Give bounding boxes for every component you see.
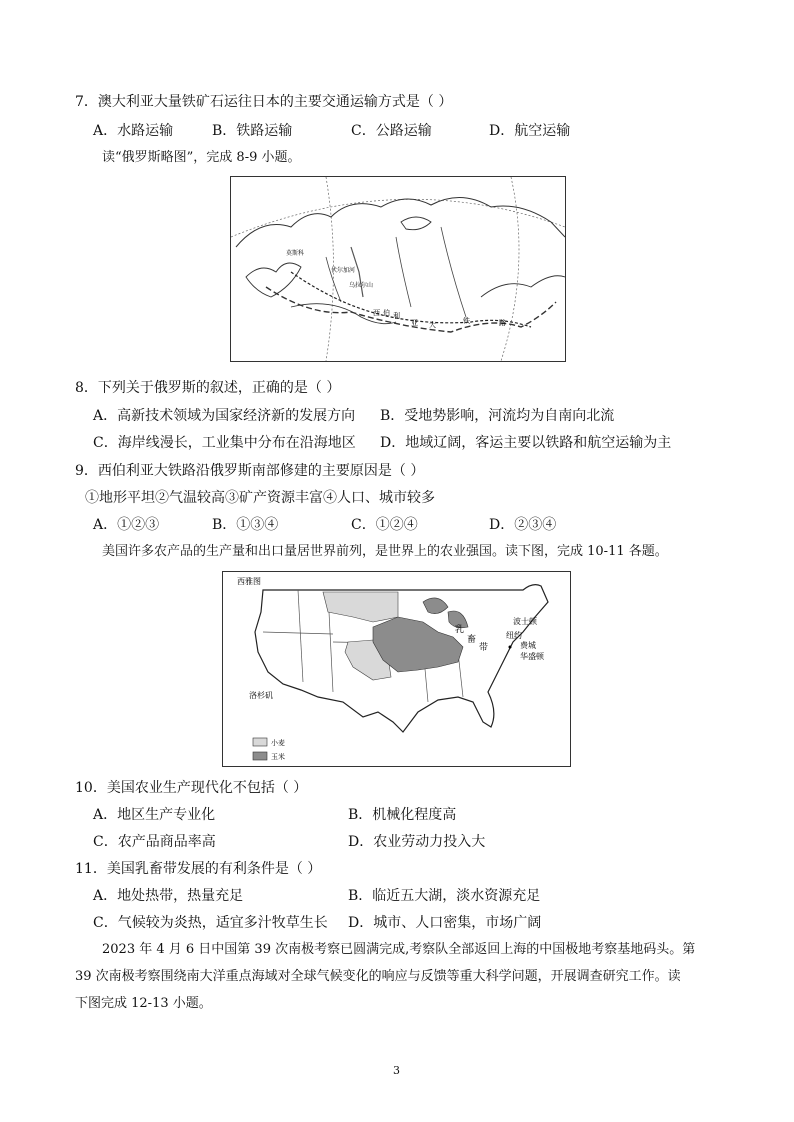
- city-new-york: 纽约: [506, 631, 522, 640]
- q7-option-d: D．航空运输: [489, 123, 571, 139]
- page-number: 3: [393, 1064, 400, 1077]
- question-11-stem: 11．美国乳畜带发展的有利条件是（ ）: [75, 861, 322, 877]
- intro-8-9: 读“俄罗斯略图”，完成 8-9 小题。: [102, 150, 301, 165]
- q8-option-b: B．受地势影响，河流均为自南向北流: [380, 408, 615, 424]
- city-seattle: 西雅图: [237, 577, 261, 586]
- q7-option-b: B．铁路运输: [212, 123, 293, 139]
- russia-map: [230, 176, 566, 362]
- map-label-rail-6: 铁: [463, 317, 470, 325]
- usa-map: [222, 571, 571, 767]
- q9-option-c: C．①②④: [351, 517, 418, 533]
- map-label-volga: 伏尔加河: [331, 267, 356, 274]
- legend-corn-swatch: [253, 752, 267, 760]
- q8-option-d: D．地域辽阔，客运主要以铁路和航空运输为主: [380, 435, 672, 451]
- q10-option-c: C．农产品商品率高: [93, 834, 216, 850]
- question-10-stem: 10．美国农业生产现代化不包括（ ）: [75, 780, 308, 796]
- question-9-stem: 9．西伯利亚大铁路沿俄罗斯南部修建的主要原因是（ ）: [75, 463, 425, 479]
- map-label-ural: 乌拉尔山: [349, 282, 374, 289]
- q7-option-a: A．水路运输: [93, 123, 174, 139]
- map-label-rail-5: 大: [429, 321, 436, 329]
- q10-option-b: B．机械化程度高: [348, 807, 457, 823]
- map-label-rail-2: 伯: [383, 309, 390, 317]
- q11-option-b: B．临近五大湖，淡水资源充足: [348, 888, 541, 904]
- city-boston: 波士顿: [513, 617, 537, 626]
- intro-10-11: 美国许多农产品的生产量和出口量居世界前列，是世界上的农业强国。读下图，完成 10-11 各题。: [102, 544, 668, 559]
- q7-option-c: C．公路运输: [351, 123, 432, 139]
- label-dairy-3: 带: [479, 643, 489, 653]
- q11-option-d: D．城市、人口密集，市场广阔: [348, 915, 542, 931]
- q9-option-d: D．②③④: [489, 517, 557, 533]
- intro-12-13-line1: 2023 年 4 月 6 日中国第 39 次南极考察已圆满完成,考察队全部返回上海的中国极地考察基地码头。第: [102, 942, 696, 957]
- q9-option-a: A．①②③: [93, 517, 160, 533]
- q9-reasons: ①地形平坦②气温较高③矿产资源丰富④人口、城市较多: [85, 490, 435, 506]
- usa-map-drawing: [223, 572, 570, 766]
- legend-corn-label: 玉米: [271, 753, 285, 761]
- map-label-rail-3: 利: [393, 312, 400, 320]
- q11-option-c: C．气候较为炎热，适宜多汁牧草生长: [93, 915, 328, 931]
- q8-option-a: A．高新技术领域为国家经济新的发展方向: [93, 408, 356, 424]
- label-dairy-1: 乳: [455, 625, 465, 635]
- question-7-stem: 7．澳大利亚大量铁矿石运往日本的主要交通运输方式是（ ）: [75, 94, 453, 110]
- question-8-stem: 8．下列关于俄罗斯的叙述，正确的是（ ）: [75, 380, 341, 396]
- city-washington: 华盛顿: [520, 652, 544, 661]
- q11-option-a: A．地处热带，热量充足: [93, 888, 244, 904]
- label-dairy-2: 畜: [467, 635, 477, 645]
- intro-12-13-line3: 下图完成 12-13 小题。: [75, 996, 212, 1011]
- map-label-rail-1: 西: [373, 309, 380, 317]
- map-label-rail-7: 路: [499, 319, 506, 327]
- q9-option-b: B．①③④: [212, 517, 279, 533]
- city-los-angeles: 洛杉矶: [249, 691, 273, 700]
- q10-option-a: A．地区生产专业化: [93, 807, 216, 823]
- russia-map-drawing: [231, 177, 565, 361]
- q10-option-d: D．农业劳动力投入大: [348, 834, 486, 850]
- map-label-rail-4: 亚: [411, 319, 418, 327]
- q8-option-c: C．海岸线漫长，工业集中分布在沿海地区: [93, 435, 356, 451]
- city-philadelphia: 费城: [520, 641, 536, 650]
- intro-12-13-line2: 39 次南极考察围绕南大洋重点海域对全球气候变化的响应与反馈等重大科学问题，开展调查研究工作。读: [75, 969, 681, 984]
- legend-wheat-label: 小麦: [271, 739, 285, 747]
- map-label-moscow: 莫斯科: [286, 250, 305, 257]
- legend-wheat-swatch: [253, 738, 267, 746]
